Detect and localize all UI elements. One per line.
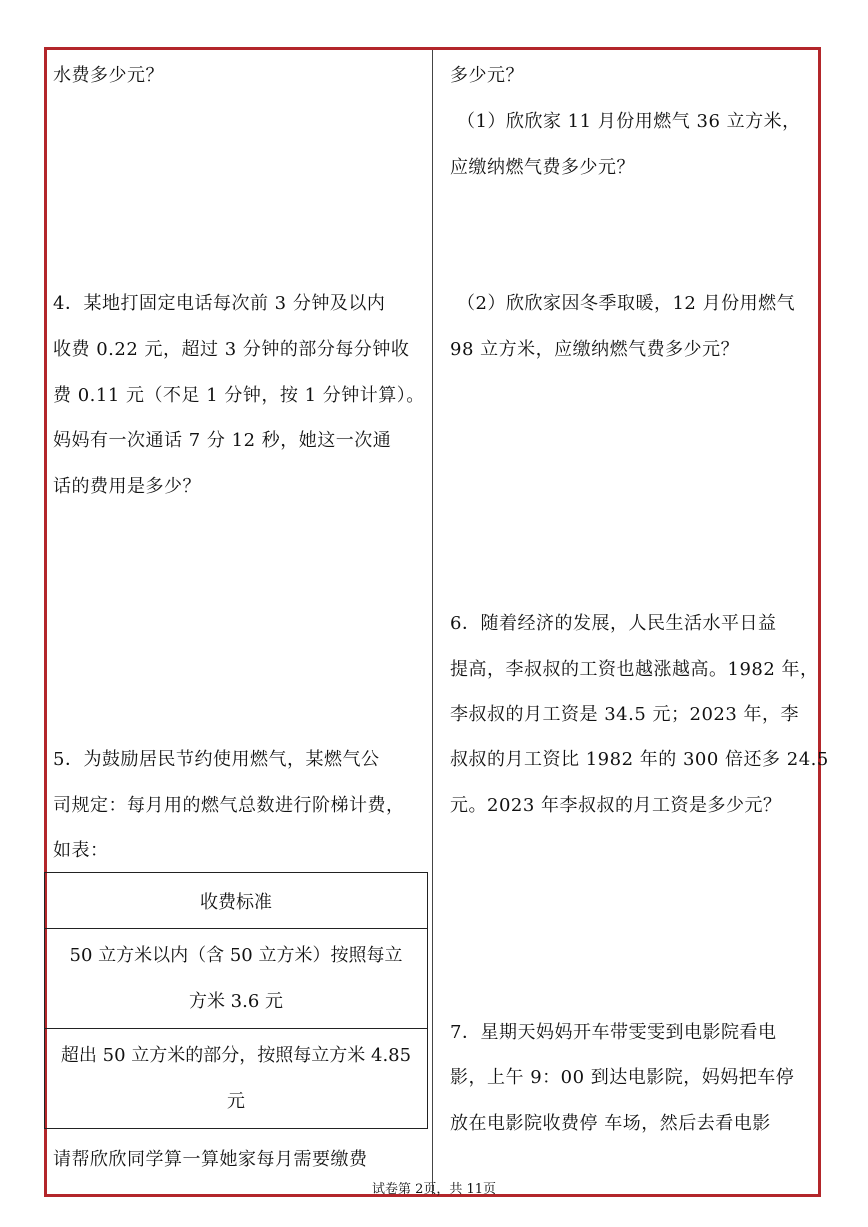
q4-line-5: 话的费用是多少？ [53, 476, 201, 497]
q6-line-4: 叔叔的月工资比 1982 年的 300 倍还多 24.5 [450, 749, 829, 770]
q6-line-1: 6．随着经济的发展，人民生活水平日益 [450, 613, 777, 634]
fee-table-header: 收费标准 [45, 873, 428, 929]
q6-line-3: 李叔叔的月工资是 34.5 元；2023 年，李 [450, 704, 800, 725]
fee-table [44, 872, 428, 1129]
q7-line-3: 放在电影院收费停 车场，然后去看电影 [450, 1113, 771, 1134]
q5-line-2: 司规定：每月用的燃气总数进行阶梯计费， [53, 795, 405, 816]
q4-line-2: 收费 0.22 元，超过 3 分钟的部分每分钟收 [53, 339, 410, 360]
q5-1-line-2: 应缴纳燃气费多少元？ [450, 157, 635, 178]
q5-tail: 多少元？ [450, 65, 524, 86]
q6-line-2: 提高，李叔叔的工资也越涨越高。1982 年， [450, 659, 819, 680]
q5-1-line-1: （1）欣欣家 11 月份用燃气 36 立方米， [457, 111, 801, 132]
q4-line-3: 费 0.11 元（不足 1 分钟，按 1 分钟计算）。 [53, 385, 425, 406]
fee-table-row-2 [45, 1029, 428, 1129]
q4-line-1: 4．某地打固定电话每次前 3 分钟及以内 [53, 293, 386, 314]
fee-row-2-line-2: 元 [227, 1090, 245, 1112]
q5-after-table: 请帮欣欣同学算一算她家每月需要缴费 [53, 1149, 368, 1170]
q7-line-2: 影，上午 9：00 到达电影院，妈妈把车停 [450, 1067, 795, 1088]
fee-row-2-line-1: 超出 50 立方米的部分，按照每立方米 4.85 [60, 1044, 412, 1066]
q7-line-1: 7．星期天妈妈开车带雯雯到电影院看电 [450, 1022, 777, 1043]
page-footer: 试卷第 2页，共 11页 [371, 1182, 497, 1197]
q5-2-line-2: 98 立方米，应缴纳燃气费多少元？ [450, 339, 740, 360]
column-divider [432, 50, 433, 1194]
q6-line-5: 元。2023 年李叔叔的月工资是多少元？ [450, 795, 782, 816]
q5-line-3: 如表： [53, 840, 109, 861]
q3-tail: 水费多少元？ [53, 65, 164, 86]
fee-table-row-1 [45, 929, 428, 1029]
fee-row-1-line-1: 50 立方米以内（含 50 立方米）按照每立 [69, 944, 403, 966]
q5-2-line-1: （2）欣欣家因冬季取暖，12 月份用燃气 [457, 293, 796, 314]
q4-line-4: 妈妈有一次通话 7 分 12 秒，她这一次通 [53, 430, 392, 451]
fee-row-1-line-2: 方米 3.6 元 [188, 990, 284, 1012]
q5-line-1: 5．为鼓励居民节约使用燃气，某燃气公 [53, 749, 380, 770]
